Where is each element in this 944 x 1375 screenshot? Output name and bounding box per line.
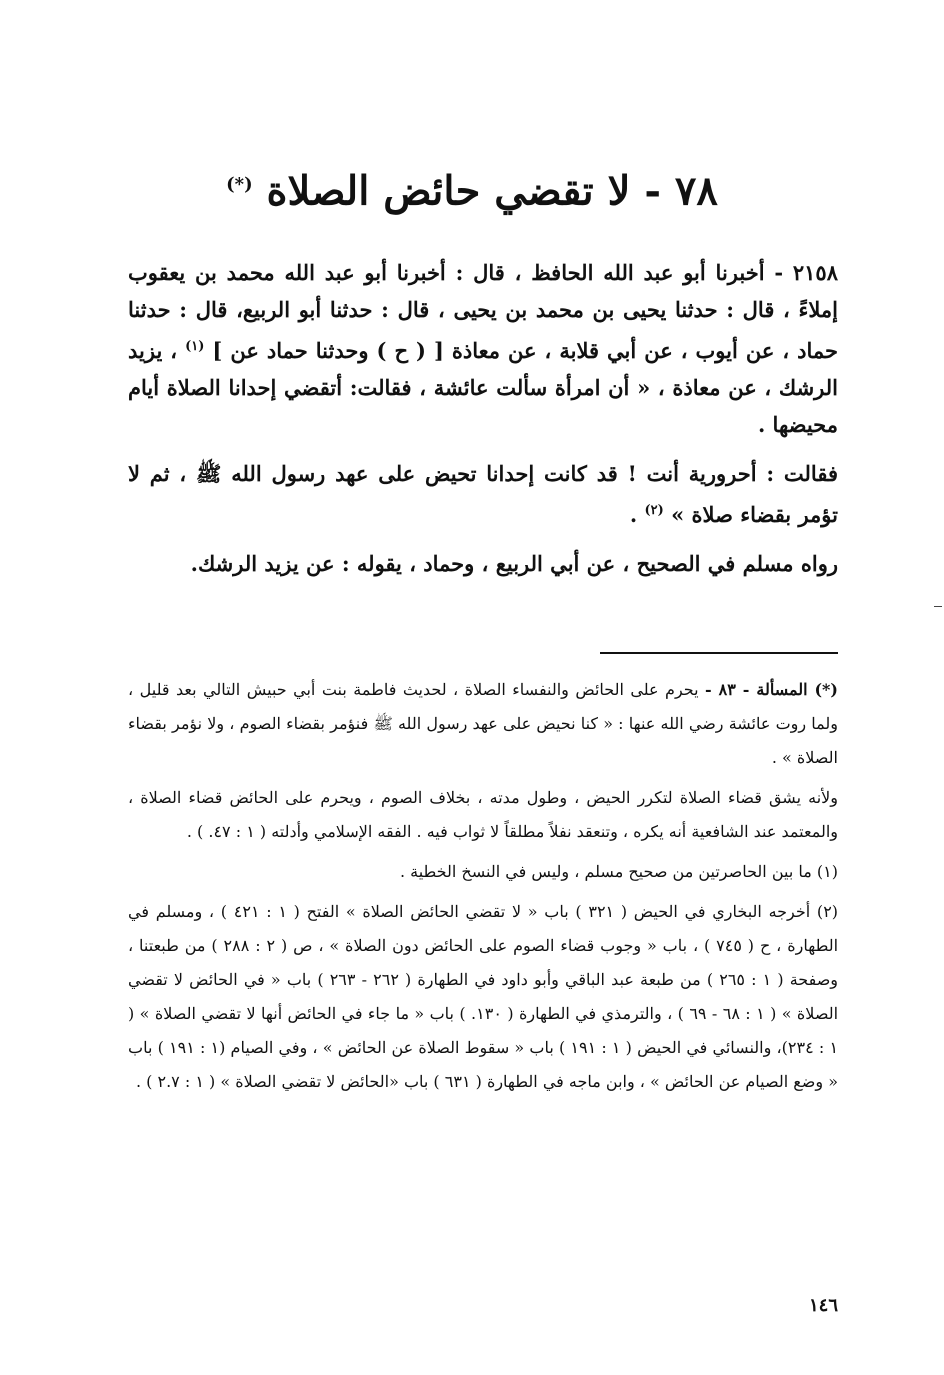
footnote-1: (١) ما بين الحاصرتين من صحيح مسلم ، وليس في النسخ الخطية . <box>399 862 838 881</box>
footnote-star <box>128 673 838 775</box>
page-number: ١٤٦ <box>808 1295 838 1316</box>
footnote-star-lead: (*) المسألة - ٨٣ - <box>705 680 838 699</box>
hadith-paragraph-1 <box>128 254 838 443</box>
footnote-star-body: يحرم على الحائض والنفساء الصلاة ، لحديث فاطمة بنت أبي حبيش التالي بعد قليل ، ولما روت عائشة رضي الله عنها : « كنا نحيض على عهد رسول الله ﷺ فنؤمر بقضاء الصوم ، ولا نؤمر بقضاء الصلاة » . <box>128 680 839 767</box>
hadith-paragraph-3: رواه مسلم في الصحيح ، عن أبي الربيع ، وحماد ، يقوله : عن يزيد الرشك. <box>190 551 838 576</box>
chapter-title-text: ٧٨ - لا تقضي حائض الصلاة <box>266 167 718 215</box>
footnote-divider <box>600 652 838 654</box>
hadith-paragraph-2-text: فقالت : أحرورية أنت ! قد كانت إحدانا تحيض على عهد رسول الله ﷺ ، ثم لا تؤمر بقضاء صلاة » <box>128 461 838 527</box>
hadith-paragraph-2 <box>128 455 838 533</box>
hadith-paragraph-1-text: ٢١٥٨ - أخبرنا أبو عبد الله الحافظ ، قال : أخبرنا أبو عبد الله محمد بن يعقوب إملاءً ، قال : حدثنا يحيى بن محمد بن يحيى ، قال : حدثنا أبو الربيع، قال : حدثنا حماد ، عن أيوب ، عن أبي قلابة ، عن معاذة [ ( ح ) وحدثنا حماد عن ] <box>128 260 839 363</box>
hadith-paragraph-2-tail: . <box>629 502 638 527</box>
chapter-title <box>120 155 824 221</box>
hadith-main-text <box>128 254 838 594</box>
chapter-title-footnote-mark: (*) <box>226 173 253 195</box>
footnote-2: (٢) أخرجه البخاري في الحيض ( ٣٢١ ) باب « لا تقضي الحائض الصلاة » الفتح ( ١ : ٤٢١ ) ، ومسلم في الطهارة ، ح ( ٧٤٥ ) ، باب « وجوب قضاء الصوم على الحائض دون الصلاة » ، ص ( ٢ : ٢٨٨ ) من طبعتنا ، وصفحة ( ١ : ٢٦٥ ) من طبعة عبد الباقي وأبو داود في الطهارة ( ٢٦٢ - ٢٦٣ ) باب « في الحائض لا تقضي الصلاة » ( ١ : ٦٨ - ٦٩ ) ، والترمذي في الطهارة ( ١٣٠. ) باب « ما جاء في الحائض أنها لا تقضي الصلاة » ( ١ : ٢٣٤)، والنسائي في الحيض ( ١ : ١٩١ ) باب « سقوط الصلاة عن الحائض » ، وفي الصيام (١ : ١٩١ ) باب « وضع الصيام عن الحائض » ، وابن ماجه في الطهارة ( ٦٣١ ) باب «الحائض لا تقضي الصلاة » ( ١ : ٢.٧ ) . <box>128 902 839 1091</box>
footnote-ref-2: (٢) <box>644 503 664 518</box>
footnote-ref-1: (١) <box>185 339 205 354</box>
footnotes-section <box>128 673 838 1105</box>
hadith-paragraph-1-tail: ، يزيد الرشك ، عن معاذة ، « أن امرأة سألت عائشة ، فقالت: أتقضي إحدانا الصلاة أيام محيضها . <box>128 338 838 437</box>
footnote-star-continuation: ولأنه يشق قضاء الصلاة لتكرر الحيض ، وطول مدته ، بخلاف الصوم ، ويحرم على الحائض قضاء الصلاة ، والمعتمد عند الشافعية أنه يكره ، وتنعقد نفلاً مطلقاً لا ثواب فيه . الفقه الإسلامي وأدلته ( ١ : ٤٧. ) . <box>128 788 838 841</box>
scan-edge-mark <box>934 606 942 607</box>
